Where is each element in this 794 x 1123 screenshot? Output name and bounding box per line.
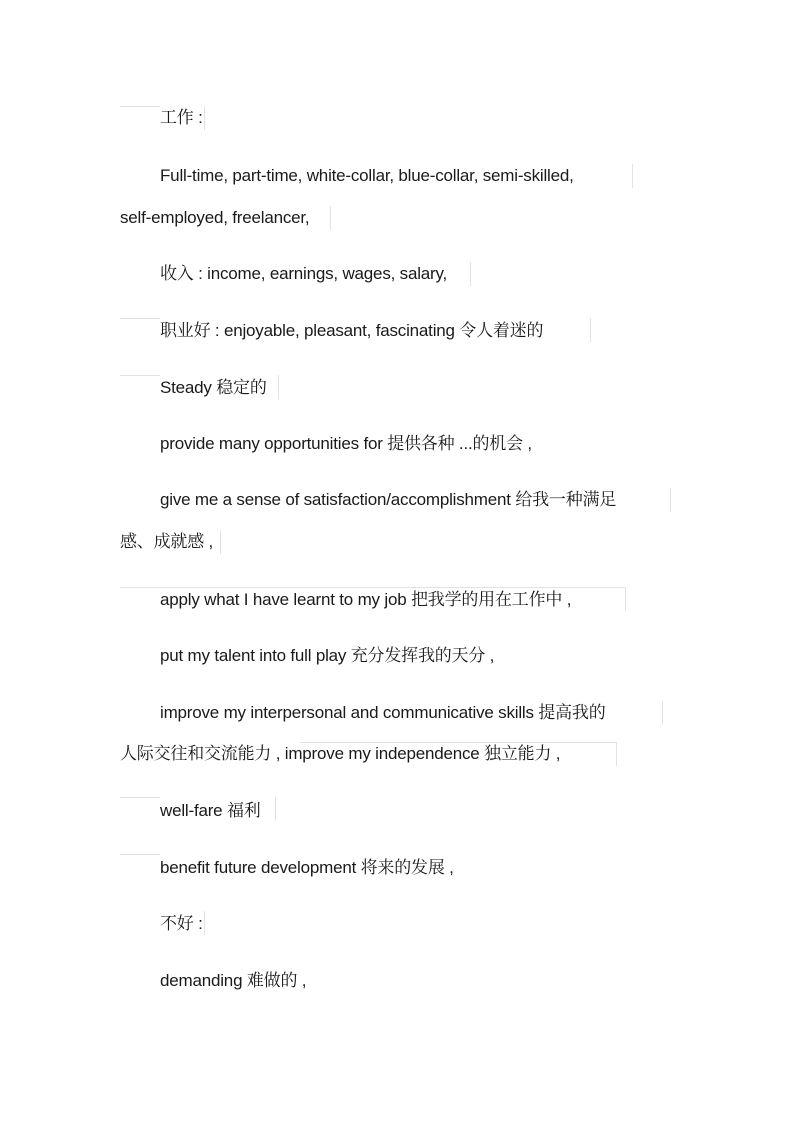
text-line: 感、成就感 , (120, 532, 214, 551)
box-rule (616, 742, 617, 766)
text-line: provide many opportunities for 提供各种 ...的机会 , (160, 434, 532, 453)
text-line: Full-time, part-time, white-collar, blue-collar, semi-skilled, (160, 166, 574, 185)
box-rule (330, 206, 331, 230)
box-rule (120, 854, 160, 855)
box-rule (120, 587, 625, 588)
box-rule (625, 587, 626, 611)
text-line: 职业好 : enjoyable, pleasant, fascinating 令人着迷的 (160, 321, 544, 340)
box-rule (590, 318, 591, 342)
box-rule (204, 106, 205, 130)
box-rule (120, 318, 160, 319)
box-rule (278, 375, 279, 399)
box-rule (204, 911, 205, 935)
box-rule (120, 797, 160, 798)
section-heading-bad: 不好 : (160, 914, 203, 933)
text-line: demanding 难做的 , (160, 971, 307, 990)
text-line: put my talent into full play 充分发挥我的天分 , (160, 646, 495, 665)
text-line: apply what I have learnt to my job 把我学的用在工作中 , (160, 590, 572, 609)
box-rule (470, 262, 471, 286)
section-heading-work: 工作 : (160, 108, 203, 127)
box-rule (120, 375, 160, 376)
box-rule (670, 488, 671, 512)
text-line: 人际交往和交流能力 , improve my independence 独立能力 , (120, 744, 561, 763)
text-line: give me a sense of satisfaction/accomplishment 给我一种满足 (160, 490, 617, 509)
box-rule (632, 164, 633, 188)
text-line: benefit future development 将来的发展 , (160, 858, 454, 877)
text-line: well-fare 福利 (160, 801, 261, 820)
text-line: self-employed, freelancer, (120, 208, 310, 227)
text-line: 收入 : income, earnings, wages, salary, (160, 264, 448, 283)
box-rule (120, 106, 160, 107)
text-line: improve my interpersonal and communicative skills 提高我的 (160, 703, 606, 722)
text-line: Steady 稳定的 (160, 378, 267, 397)
box-rule (275, 797, 276, 821)
box-rule (662, 701, 663, 725)
box-rule (220, 530, 221, 554)
